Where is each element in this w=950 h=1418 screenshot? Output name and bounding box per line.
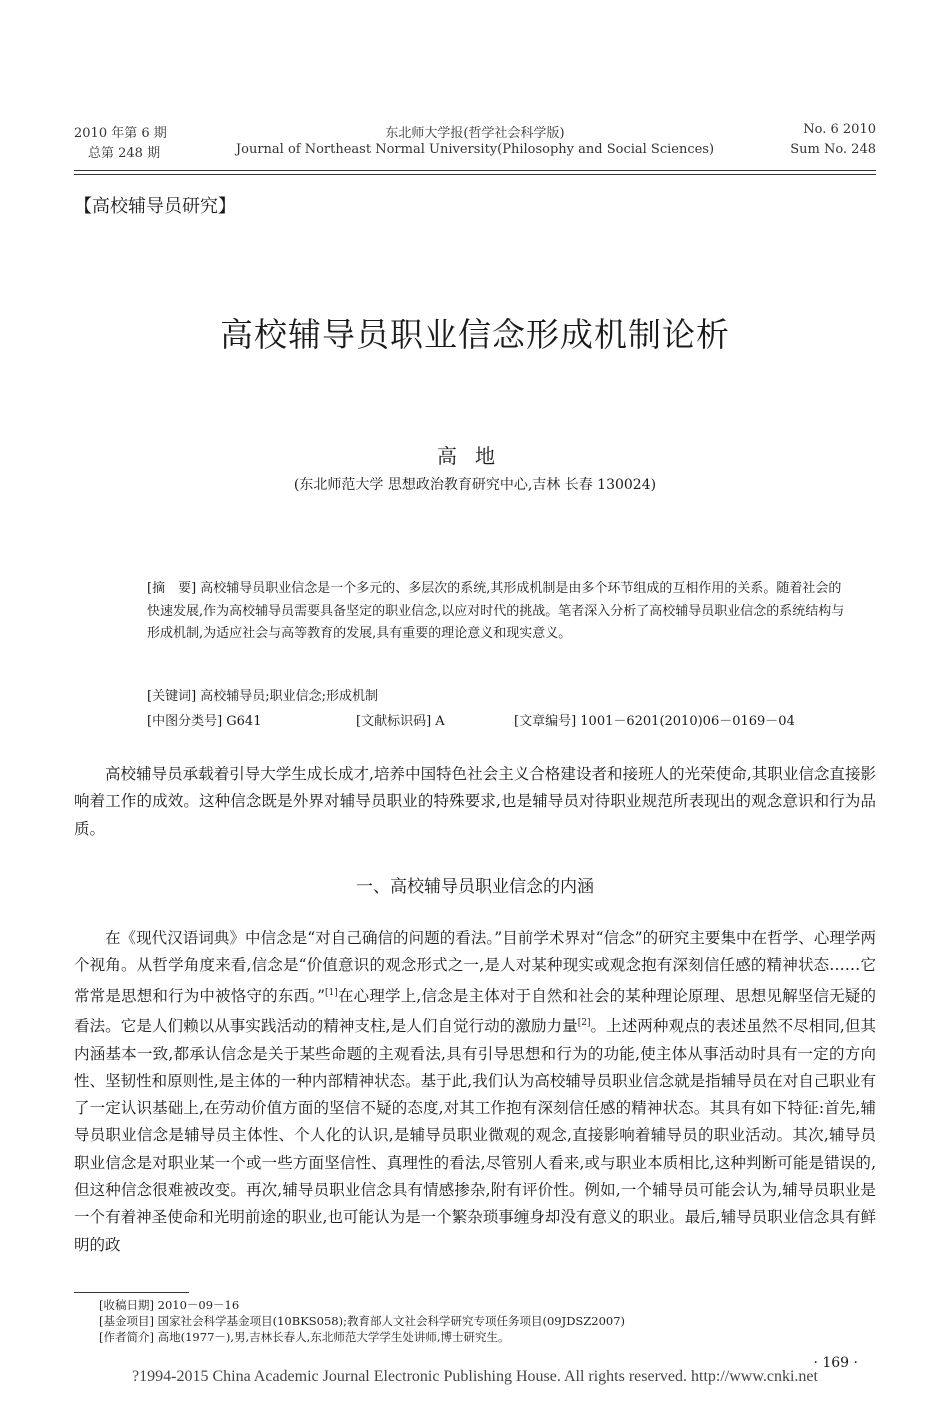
header-number: No. 6 2010 xyxy=(803,122,876,137)
section1-paragraph xyxy=(74,925,876,1259)
article-title: 高校辅导员职业信念形成机制论析 xyxy=(220,315,730,354)
abstract-body: 高校辅导员职业信念是一个多元的、多层次的系统,其形成机制是由多个环节组成的互相作用的关系。随着社会的快速发展,作为高校辅导员需要具备坚定的职业信念,以应对时代的挑战。笔者深入分析了高校辅导员职业信念的系统结构与形成机制,为适应社会与高等教育的发展,具有重要的理论意义和现实意义。 xyxy=(147,581,845,641)
keywords: [关键词] 高校辅导员;职业信念;形成机制 xyxy=(147,689,379,704)
author-affiliation: (东北师范大学 思想政治教育研究中心,吉林 长春 130024) xyxy=(293,477,657,493)
footnote-rule xyxy=(74,1292,189,1293)
footnote-received-date: [收稿日期] 2010－09－16 xyxy=(99,1298,240,1312)
intro-paragraph: 高校辅导员承载着引导大学生成长成才,培养中国特色社会主义合格建设者和接班人的光荣使命,其职业信念直接影响着工作的成效。这种信念既是外界对辅导员职业的特殊要求,也是辅导员对待职业规范所表现出的观念意识和行为品质。 xyxy=(74,765,876,838)
footnote-fund: [基金项目] 国家社会科学基金项目(10BKS058);教育部人文社会科学研究专项任务项目(09JDSZ2007) xyxy=(99,1314,626,1328)
author-name: 高地 xyxy=(437,444,513,468)
abstract-text xyxy=(147,578,847,646)
header-journal-en: Journal of Northeast Normal University(Philosophy and Social Sciences) xyxy=(235,142,715,157)
header-journal-cn: 东北师大学报(哲学社会科学版) xyxy=(385,126,565,141)
section-heading: 一、高校辅导员职业信念的内涵 xyxy=(356,877,594,897)
abstract xyxy=(147,578,847,646)
column-tag: 【高校辅导员研究】 xyxy=(74,196,236,217)
clc-number: [中图分类号] G641 xyxy=(147,714,262,729)
header-issue: 2010 年第 6 期 xyxy=(74,126,167,141)
citation-ref-1[interactable]: [1] xyxy=(325,987,338,998)
intro-section xyxy=(74,761,876,843)
copyright-notice: ?1994-2015 China Academic Journal Electronic Publishing House. All rights reserved. http://www.cnki.net xyxy=(132,1368,818,1385)
footnote-author-bio: [作者简介] 高地(1977－),男,吉林长春人,东北师范大学学生处讲师,博士研究生。 xyxy=(99,1330,510,1344)
header-sum-number: Sum No. 248 xyxy=(790,142,876,157)
header-total-issue: 总第 248 期 xyxy=(88,146,161,161)
header-rule-top xyxy=(74,170,876,171)
abstract-label: [摘 要] xyxy=(147,581,197,596)
section1-text-part1: 在《现代汉语词典》中信念是“对自己确信的问题的看法。”目前学术界对“信念”的研究主要集中在哲学、心理学两个视角。从哲学角度来看,信念是“价值意识的观念形式之一,是人对某种现实或观念抱有深刻信任感的精神状态……它常常是思想和行为中被恪守的东西。” xyxy=(74,929,876,1005)
section1-body xyxy=(74,925,876,1259)
article-number: [文章编号] 1001－6201(2010)06－0169－04 xyxy=(514,714,795,729)
section1-text-part2: 在心理学上,信念是主体对于自然和社会的某种理论原理、思想见解坚信无疑的看法。它是人们赖以从事实践活动的精神支柱,是人们自觉行动的激励力量 xyxy=(74,986,876,1036)
header-rule-bottom xyxy=(74,174,876,175)
document-code: [文献标识码] A xyxy=(356,714,445,729)
citation-ref-2[interactable]: [2] xyxy=(577,1018,591,1029)
page-number: · 169 · xyxy=(813,1355,858,1371)
section1-text-part3: 。上述两种观点的表述虽然不尽相同,但其内涵基本一致,都承认信念是关于某些命题的主观看法,具有引导思想和行为的功能,使主体从事活动时具有一定的方向性、坚韧性和原则性,是主体的一种内部精神状态。基于此,我们认为高校辅导员职业信念就是指辅导员在对自己职业有了一定认识基础上,在劳动价值方面的坚信不疑的态度,对其工作抱有深刻信任感的精神状态。其具有如下特征:首先,辅导员职业信念是辅导员主体性、个人化的认识,是辅导员职业微观的观念,直接影响着辅导员的职业活动。其次,辅导员职业信念是对职业某一个或一些方面坚信性、真理性的看法,尽管别人看来,或与职业本质相比,这种判断可能是错误的,但这种信念很难被改变。再次,辅导员职业信念具有情感掺杂,附有评价性。例如,一个辅导员可能会认为,辅导员职业是一个有着神圣使命和光明前途的职业,也可能认为是一个繁杂琐事缠身却没有意义的职业。最后,辅导员职业信念具有鲜明的政 xyxy=(74,1017,876,1254)
